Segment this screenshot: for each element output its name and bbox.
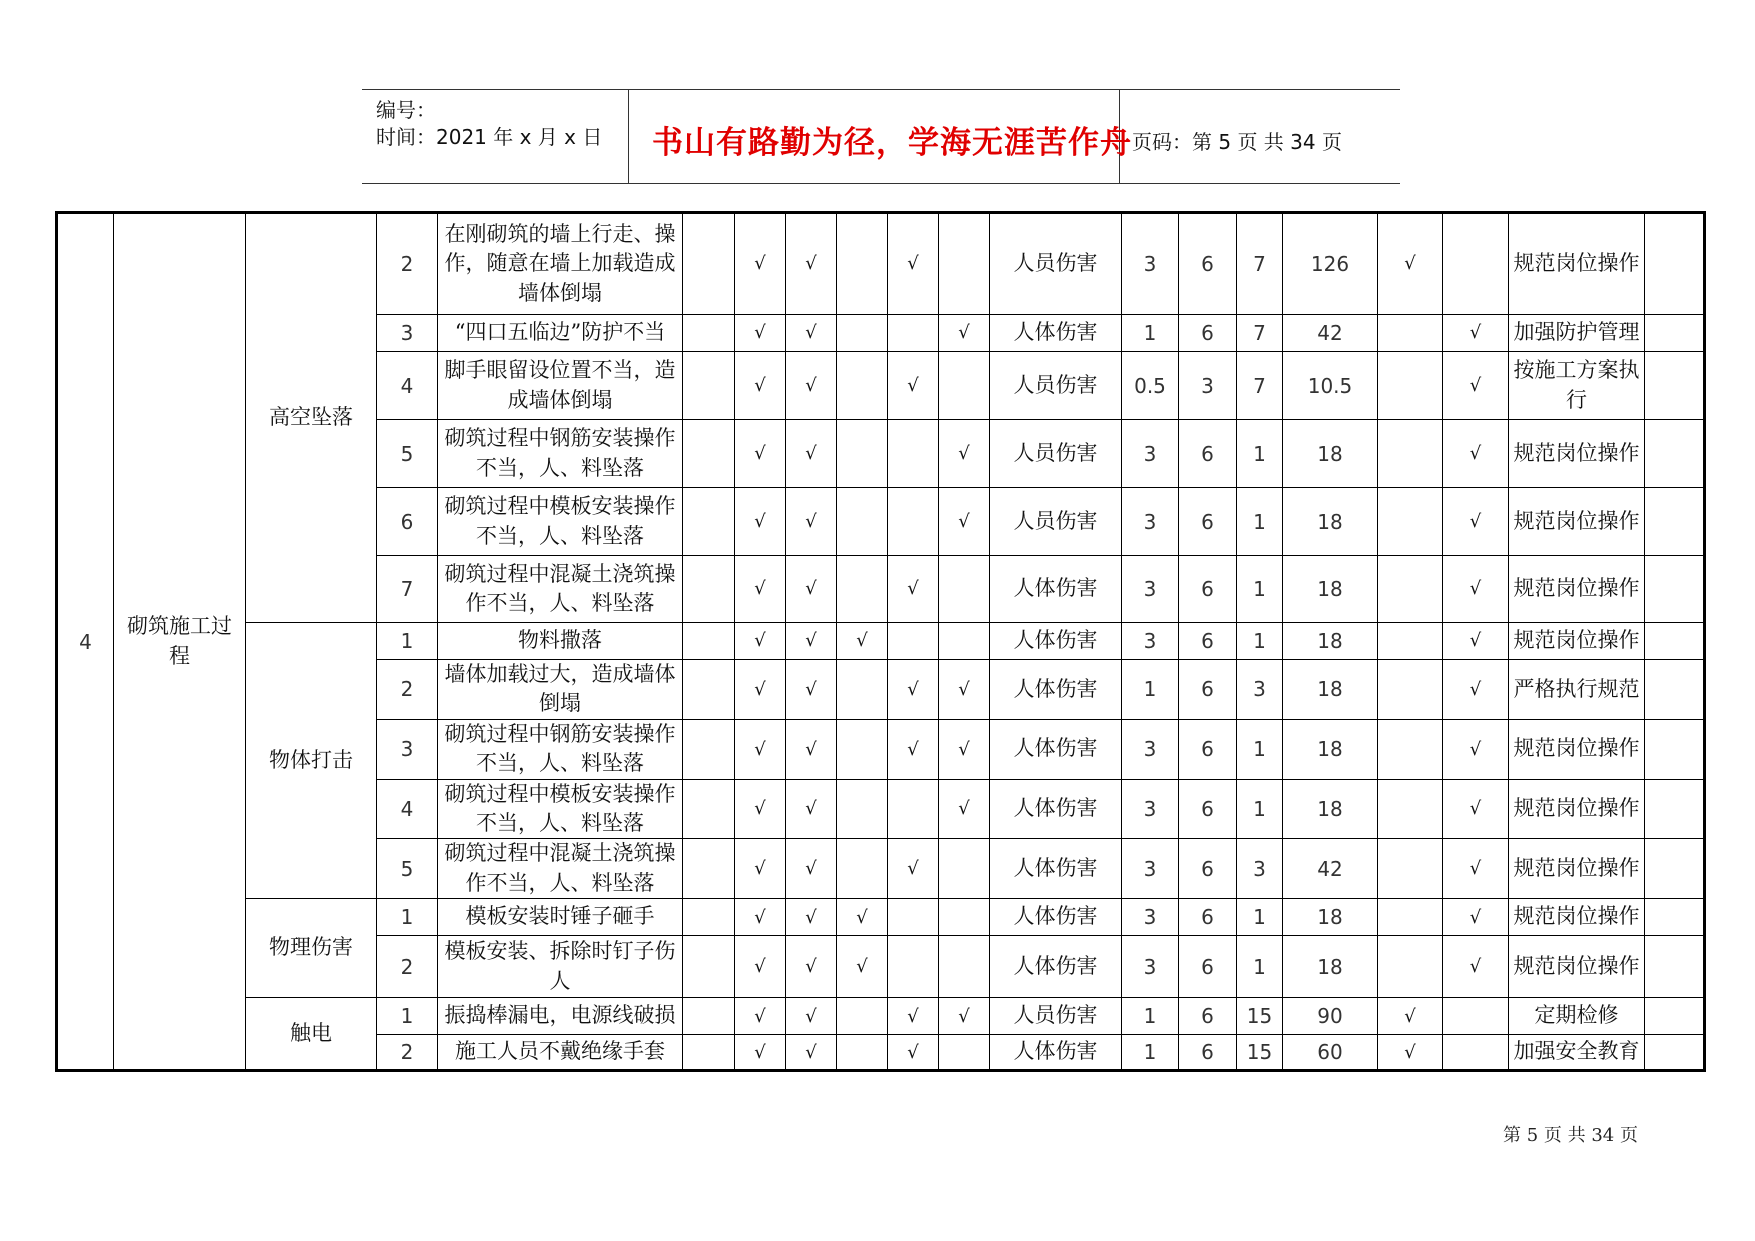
harm-cell: 人体伤害 (990, 1035, 1122, 1071)
E-cell: 6 (1179, 420, 1237, 488)
minor-risk-cell: √ (1443, 936, 1509, 998)
major-risk-cell (1378, 719, 1443, 779)
harm-cell: 人体伤害 (990, 315, 1122, 352)
control-measure-cell: 按施工方案执行 (1509, 352, 1645, 420)
check-cell: √ (939, 998, 990, 1035)
check-cell: √ (939, 719, 990, 779)
table-row (57, 623, 1705, 660)
E-cell: 6 (1179, 779, 1237, 839)
item-no-cell: 2 (377, 660, 438, 720)
E-cell: 6 (1179, 998, 1237, 1035)
check-cell (683, 660, 735, 720)
control-measure-cell: 定期检修 (1509, 998, 1645, 1035)
item-no-cell: 1 (377, 623, 438, 660)
check-cell (837, 998, 888, 1035)
L-cell: 3 (1122, 779, 1179, 839)
harm-cell: 人体伤害 (990, 556, 1122, 623)
major-risk-cell (1378, 488, 1443, 556)
check-cell (683, 839, 735, 899)
check-cell (837, 1035, 888, 1071)
item-no-cell: 4 (377, 352, 438, 420)
C-cell: 1 (1237, 899, 1283, 936)
check-cell (683, 936, 735, 998)
C-cell: 7 (1237, 315, 1283, 352)
check-cell (683, 315, 735, 352)
check-cell: √ (786, 998, 837, 1035)
L-cell: 1 (1122, 660, 1179, 720)
check-cell: √ (939, 779, 990, 839)
check-cell: √ (888, 1035, 939, 1071)
remark-cell (1645, 556, 1705, 623)
check-cell (939, 352, 990, 420)
risk-table (55, 211, 1706, 1072)
E-cell: 6 (1179, 899, 1237, 936)
remark-cell (1645, 779, 1705, 839)
minor-risk-cell: √ (1443, 352, 1509, 420)
check-cell: √ (735, 719, 786, 779)
header-number-label: 编号： (376, 98, 436, 122)
check-cell (837, 352, 888, 420)
check-cell (888, 936, 939, 998)
header-motto: 书山有路勤为径，学海无涯苦作舟 (652, 125, 1132, 161)
check-cell (939, 899, 990, 936)
check-cell (683, 556, 735, 623)
L-cell: 3 (1122, 420, 1179, 488)
item-no-cell: 3 (377, 719, 438, 779)
D-cell: 90 (1283, 998, 1378, 1035)
hazard-category-cell: 触电 (246, 998, 377, 1071)
item-no-cell: 2 (377, 936, 438, 998)
major-risk-cell (1378, 352, 1443, 420)
hazard-desc-cell: “四口五临边”防护不当 (438, 315, 683, 352)
major-risk-cell (1378, 623, 1443, 660)
control-measure-cell: 加强安全教育 (1509, 1035, 1645, 1071)
C-cell: 1 (1237, 623, 1283, 660)
C-cell: 3 (1237, 839, 1283, 899)
L-cell: 3 (1122, 839, 1179, 899)
minor-risk-cell: √ (1443, 839, 1509, 899)
hazard-desc-cell: 砌筑过程中模板安装操作不当，人、料坠落 (438, 488, 683, 556)
hazard-desc-cell: 物料撒落 (438, 623, 683, 660)
check-cell: √ (786, 719, 837, 779)
hazard-desc-cell: 砌筑过程中混凝土浇筑操作不当，人、料坠落 (438, 839, 683, 899)
seq-cell: 4 (57, 213, 114, 1071)
remark-cell (1645, 660, 1705, 720)
check-cell (683, 488, 735, 556)
D-cell: 126 (1283, 213, 1378, 315)
E-cell: 6 (1179, 839, 1237, 899)
control-measure-cell: 规范岗位操作 (1509, 420, 1645, 488)
check-cell (837, 719, 888, 779)
check-cell: √ (888, 719, 939, 779)
E-cell: 6 (1179, 213, 1237, 315)
check-cell: √ (837, 936, 888, 998)
check-cell (837, 556, 888, 623)
C-cell: 15 (1237, 1035, 1283, 1071)
check-cell: √ (786, 352, 837, 420)
check-cell: √ (735, 556, 786, 623)
C-cell: 1 (1237, 556, 1283, 623)
C-cell: 7 (1237, 213, 1283, 315)
hazard-category-cell: 物体打击 (246, 623, 377, 899)
check-cell: √ (786, 839, 837, 899)
remark-cell (1645, 899, 1705, 936)
hazard-desc-cell: 在刚砌筑的墙上行走、操作，随意在墙上加载造成墙体倒塌 (438, 213, 683, 315)
check-cell (683, 352, 735, 420)
C-cell: 3 (1237, 660, 1283, 720)
control-measure-cell: 规范岗位操作 (1509, 936, 1645, 998)
header-date: 时间：2021 年 x 月 x 日 (376, 125, 603, 149)
header-page-label: 页码：第 5 页 共 34 页 (1132, 130, 1342, 154)
item-no-cell: 1 (377, 998, 438, 1035)
control-measure-cell: 规范岗位操作 (1509, 779, 1645, 839)
header-divider-left (628, 90, 629, 184)
check-cell (939, 1035, 990, 1071)
E-cell: 6 (1179, 623, 1237, 660)
control-measure-cell: 加强防护管理 (1509, 315, 1645, 352)
minor-risk-cell: √ (1443, 779, 1509, 839)
D-cell: 18 (1283, 660, 1378, 720)
check-cell: √ (786, 1035, 837, 1071)
remark-cell (1645, 719, 1705, 779)
major-risk-cell: √ (1378, 998, 1443, 1035)
remark-cell (1645, 488, 1705, 556)
major-risk-cell (1378, 839, 1443, 899)
D-cell: 18 (1283, 420, 1378, 488)
check-cell: √ (735, 213, 786, 315)
check-cell (939, 556, 990, 623)
D-cell: 18 (1283, 719, 1378, 779)
C-cell: 1 (1237, 779, 1283, 839)
harm-cell: 人体伤害 (990, 719, 1122, 779)
item-no-cell: 7 (377, 556, 438, 623)
control-measure-cell: 规范岗位操作 (1509, 839, 1645, 899)
check-cell (683, 1035, 735, 1071)
control-measure-cell: 严格执行规范 (1509, 660, 1645, 720)
hazard-desc-cell: 施工人员不戴绝缘手套 (438, 1035, 683, 1071)
E-cell: 6 (1179, 556, 1237, 623)
check-cell: √ (735, 488, 786, 556)
check-cell: √ (735, 936, 786, 998)
E-cell: 6 (1179, 936, 1237, 998)
check-cell: √ (837, 623, 888, 660)
L-cell: 3 (1122, 899, 1179, 936)
item-no-cell: 4 (377, 779, 438, 839)
check-cell: √ (786, 556, 837, 623)
check-cell: √ (786, 779, 837, 839)
L-cell: 1 (1122, 315, 1179, 352)
process-cell: 砌筑施工过程 (114, 213, 246, 1071)
E-cell: 6 (1179, 660, 1237, 720)
E-cell: 6 (1179, 315, 1237, 352)
check-cell (837, 839, 888, 899)
table-row (57, 213, 1705, 315)
check-cell: √ (888, 213, 939, 315)
L-cell: 3 (1122, 556, 1179, 623)
minor-risk-cell: √ (1443, 420, 1509, 488)
check-cell: √ (786, 899, 837, 936)
D-cell: 10.5 (1283, 352, 1378, 420)
minor-risk-cell: √ (1443, 719, 1509, 779)
minor-risk-cell: √ (1443, 623, 1509, 660)
remark-cell (1645, 839, 1705, 899)
major-risk-cell: √ (1378, 213, 1443, 315)
C-cell: 1 (1237, 936, 1283, 998)
hazard-category-cell: 高空坠落 (246, 213, 377, 623)
E-cell: 3 (1179, 352, 1237, 420)
header-bottom-rule (362, 183, 1400, 184)
harm-cell: 人体伤害 (990, 623, 1122, 660)
D-cell: 18 (1283, 936, 1378, 998)
D-cell: 42 (1283, 839, 1378, 899)
check-cell: √ (939, 488, 990, 556)
item-no-cell: 6 (377, 488, 438, 556)
control-measure-cell: 规范岗位操作 (1509, 556, 1645, 623)
check-cell: √ (735, 315, 786, 352)
E-cell: 6 (1179, 719, 1237, 779)
item-no-cell: 3 (377, 315, 438, 352)
check-cell: √ (735, 660, 786, 720)
check-cell: √ (786, 660, 837, 720)
item-no-cell: 2 (377, 1035, 438, 1071)
check-cell (888, 899, 939, 936)
remark-cell (1645, 420, 1705, 488)
check-cell (683, 623, 735, 660)
check-cell: √ (939, 660, 990, 720)
minor-risk-cell: √ (1443, 899, 1509, 936)
remark-cell (1645, 623, 1705, 660)
harm-cell: 人员伤害 (990, 213, 1122, 315)
check-cell: √ (786, 623, 837, 660)
D-cell: 18 (1283, 779, 1378, 839)
minor-risk-cell: √ (1443, 556, 1509, 623)
D-cell: 18 (1283, 488, 1378, 556)
C-cell: 1 (1237, 488, 1283, 556)
remark-cell (1645, 998, 1705, 1035)
item-no-cell: 5 (377, 420, 438, 488)
control-measure-cell: 规范岗位操作 (1509, 488, 1645, 556)
check-cell: √ (735, 420, 786, 488)
check-cell: √ (735, 1035, 786, 1071)
check-cell (837, 315, 888, 352)
control-measure-cell: 规范岗位操作 (1509, 719, 1645, 779)
hazard-desc-cell: 模板安装时锤子砸手 (438, 899, 683, 936)
header-top-rule (362, 89, 1400, 90)
major-risk-cell (1378, 556, 1443, 623)
C-cell: 1 (1237, 420, 1283, 488)
harm-cell: 人员伤害 (990, 488, 1122, 556)
major-risk-cell (1378, 315, 1443, 352)
check-cell: √ (735, 839, 786, 899)
harm-cell: 人员伤害 (990, 420, 1122, 488)
check-cell (837, 488, 888, 556)
D-cell: 18 (1283, 899, 1378, 936)
check-cell (837, 660, 888, 720)
hazard-desc-cell: 砌筑过程中混凝土浇筑操作不当，人、料坠落 (438, 556, 683, 623)
minor-risk-cell: √ (1443, 488, 1509, 556)
item-no-cell: 5 (377, 839, 438, 899)
hazard-category-cell: 物理伤害 (246, 899, 377, 998)
minor-risk-cell (1443, 1035, 1509, 1071)
check-cell: √ (888, 998, 939, 1035)
remark-cell (1645, 936, 1705, 998)
hazard-desc-cell: 脚手眼留设位置不当，造成墙体倒塌 (438, 352, 683, 420)
table-row (57, 899, 1705, 936)
check-cell: √ (939, 420, 990, 488)
check-cell (888, 623, 939, 660)
remark-cell (1645, 213, 1705, 315)
check-cell (837, 779, 888, 839)
hazard-desc-cell: 砌筑过程中钢筋安装操作不当，人、料坠落 (438, 420, 683, 488)
L-cell: 3 (1122, 623, 1179, 660)
check-cell: √ (735, 899, 786, 936)
E-cell: 6 (1179, 1035, 1237, 1071)
C-cell: 1 (1237, 719, 1283, 779)
L-cell: 0.5 (1122, 352, 1179, 420)
minor-risk-cell (1443, 998, 1509, 1035)
hazard-desc-cell: 砌筑过程中钢筋安装操作不当，人、料坠落 (438, 719, 683, 779)
check-cell (939, 839, 990, 899)
check-cell (939, 623, 990, 660)
check-cell: √ (888, 352, 939, 420)
L-cell: 3 (1122, 488, 1179, 556)
table-row (57, 998, 1705, 1035)
D-cell: 18 (1283, 623, 1378, 660)
hazard-desc-cell: 砌筑过程中模板安装操作不当，人、料坠落 (438, 779, 683, 839)
harm-cell: 人体伤害 (990, 779, 1122, 839)
check-cell: √ (888, 660, 939, 720)
check-cell: √ (786, 936, 837, 998)
check-cell (683, 779, 735, 839)
L-cell: 1 (1122, 998, 1179, 1035)
minor-risk-cell: √ (1443, 315, 1509, 352)
hazard-desc-cell: 振捣棒漏电，电源线破损 (438, 998, 683, 1035)
major-risk-cell (1378, 936, 1443, 998)
D-cell: 18 (1283, 556, 1378, 623)
risk-table-body (57, 213, 1705, 1071)
harm-cell: 人员伤害 (990, 352, 1122, 420)
check-cell: √ (786, 213, 837, 315)
check-cell: √ (735, 623, 786, 660)
control-measure-cell: 规范岗位操作 (1509, 213, 1645, 315)
check-cell: √ (735, 779, 786, 839)
check-cell: √ (786, 420, 837, 488)
hazard-desc-cell: 墙体加载过大，造成墙体倒塌 (438, 660, 683, 720)
item-no-cell: 1 (377, 899, 438, 936)
check-cell: √ (735, 352, 786, 420)
check-cell (837, 420, 888, 488)
check-cell (888, 420, 939, 488)
control-measure-cell: 规范岗位操作 (1509, 623, 1645, 660)
L-cell: 3 (1122, 719, 1179, 779)
harm-cell: 人体伤害 (990, 899, 1122, 936)
check-cell (888, 315, 939, 352)
remark-cell (1645, 1035, 1705, 1071)
control-measure-cell: 规范岗位操作 (1509, 899, 1645, 936)
check-cell: √ (939, 315, 990, 352)
major-risk-cell: √ (1378, 1035, 1443, 1071)
check-cell (837, 213, 888, 315)
check-cell (888, 779, 939, 839)
L-cell: 1 (1122, 1035, 1179, 1071)
check-cell: √ (786, 315, 837, 352)
D-cell: 42 (1283, 315, 1378, 352)
check-cell: √ (837, 899, 888, 936)
E-cell: 6 (1179, 488, 1237, 556)
minor-risk-cell (1443, 213, 1509, 315)
remark-cell (1645, 315, 1705, 352)
check-cell (683, 899, 735, 936)
check-cell (888, 488, 939, 556)
item-no-cell: 2 (377, 213, 438, 315)
L-cell: 3 (1122, 213, 1179, 315)
D-cell: 60 (1283, 1035, 1378, 1071)
major-risk-cell (1378, 899, 1443, 936)
major-risk-cell (1378, 420, 1443, 488)
harm-cell: 人体伤害 (990, 660, 1122, 720)
check-cell: √ (786, 488, 837, 556)
check-cell (683, 420, 735, 488)
check-cell: √ (735, 998, 786, 1035)
L-cell: 3 (1122, 936, 1179, 998)
harm-cell: 人体伤害 (990, 839, 1122, 899)
page-footer: 第 5 页 共 34 页 (1503, 1125, 1638, 1146)
harm-cell: 人员伤害 (990, 998, 1122, 1035)
check-cell (683, 998, 735, 1035)
hazard-desc-cell: 模板安装、拆除时钉子伤人 (438, 936, 683, 998)
check-cell: √ (888, 839, 939, 899)
check-cell: √ (888, 556, 939, 623)
check-cell (683, 213, 735, 315)
C-cell: 7 (1237, 352, 1283, 420)
major-risk-cell (1378, 660, 1443, 720)
harm-cell: 人体伤害 (990, 936, 1122, 998)
minor-risk-cell: √ (1443, 660, 1509, 720)
C-cell: 15 (1237, 998, 1283, 1035)
check-cell (683, 719, 735, 779)
check-cell (939, 213, 990, 315)
remark-cell (1645, 352, 1705, 420)
check-cell (939, 936, 990, 998)
major-risk-cell (1378, 779, 1443, 839)
